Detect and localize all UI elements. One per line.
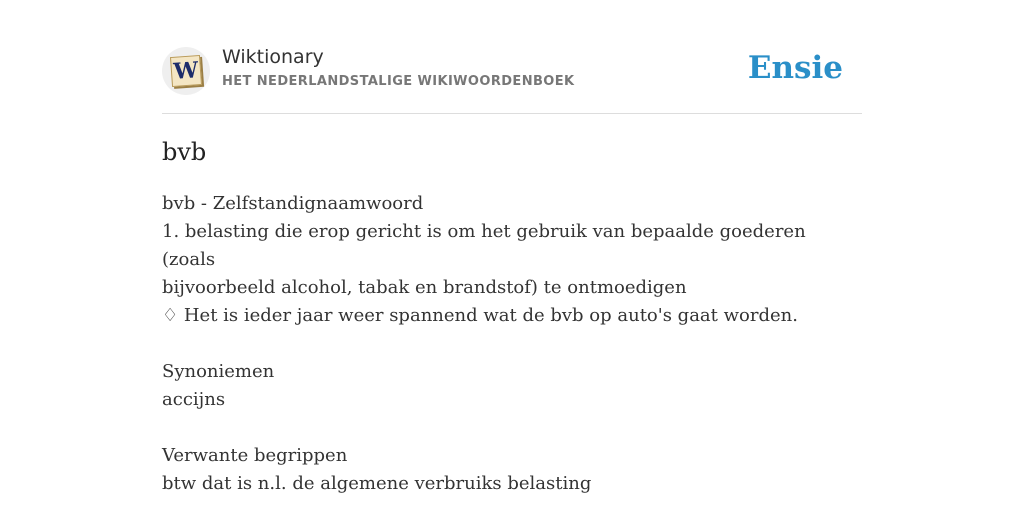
logo-tile-icon: W bbox=[170, 55, 202, 87]
site-header bbox=[162, 0, 862, 114]
entry-content bbox=[162, 190, 862, 498]
spacer bbox=[162, 414, 862, 442]
related-terms-value: btw dat is n.l. de algemene verbruiks belasting bbox=[162, 473, 592, 494]
spacer bbox=[162, 330, 862, 358]
entry-heading-line: bvb - Zelfstandignaamwoord bbox=[162, 193, 424, 214]
ensie-brand-logo[interactable]: Ensie bbox=[747, 50, 843, 86]
wiktionary-logo[interactable] bbox=[162, 47, 210, 95]
definition-line-2: bijvoorbeeld alcohol, tabak en brandstof) te ontmoedigen bbox=[162, 277, 687, 298]
site-subtitle: HET NEDERLANDSTALIGE WIKIWOORDENBOEK bbox=[222, 74, 575, 89]
synonyms-value: accijns bbox=[162, 389, 226, 410]
page bbox=[162, 0, 862, 494]
related-terms-label: Verwante begrippen bbox=[162, 445, 348, 466]
definition-line-1: 1. belasting die erop gericht is om het gebruik van bepaalde goederen (zoals bbox=[162, 221, 806, 270]
site-title[interactable]: Wiktionary bbox=[222, 46, 324, 68]
synonyms-label: Synoniemen bbox=[162, 361, 275, 382]
page-title: bvb bbox=[162, 138, 207, 166]
example-sentence: ♢ Het is ieder jaar weer spannend wat de bvb op auto's gaat worden. bbox=[162, 305, 798, 326]
